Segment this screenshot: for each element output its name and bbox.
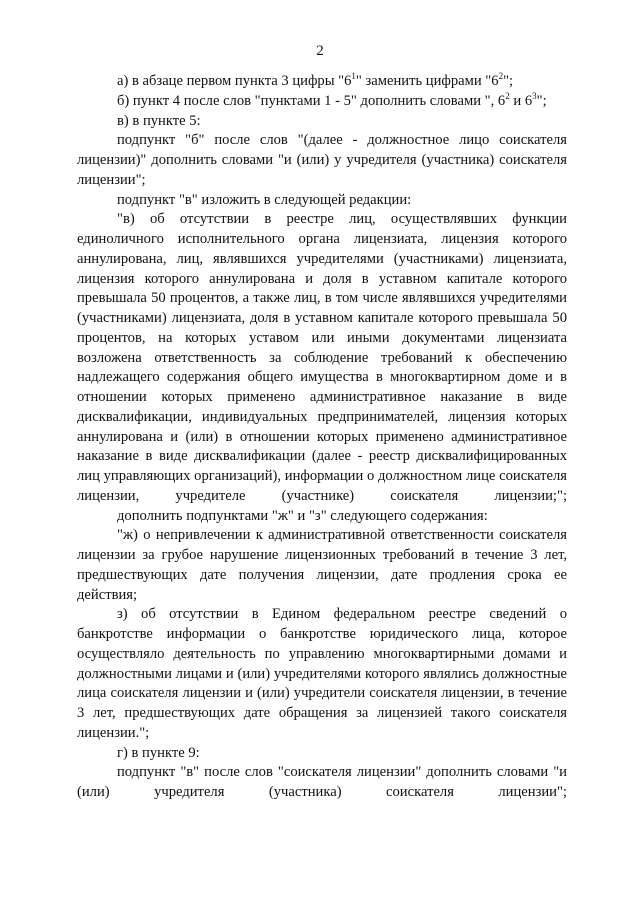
text-run: а) в абзаце первом пункта 3 цифры "6	[117, 73, 352, 89]
paragraph	[77, 526, 567, 605]
text-run: в) в пункте 5:	[117, 112, 201, 129]
paragraph	[77, 191, 567, 211]
paragraph	[77, 744, 567, 764]
document-body	[77, 72, 567, 803]
text-run: б) пункт 4 после слов "пунктами 1 - 5" дополнить словами ", 6	[117, 92, 506, 109]
superscript: 1	[351, 71, 356, 81]
text-run: подпункт "б" после слов "(далее - должностное лицо соискателя лицензии)" дополнить словами "и (или) у учредителя (участника) соискателя лицензии";	[77, 132, 567, 188]
text-run: "в) об отсутствии в реестре лиц, осуществлявших функции единоличного исполнительного органа лицензиата, лицензия которого аннулирована, лиц, являвшихся учредителями (участниками) лицензиата, лицензия которого аннулирована и доля в уставном капитале которого превышала 50 процентов, а также лиц, в том числе являвшихся учредителями (участниками) лицензиата, доля в уставном капитале которого превышала 50 процентов, на которых уставом или иными документами лицензиата возложена ответственность за соблюдение требований к обеспечению надлежащего содержания общего имущества в многоквартирном доме и в отношении которых применено административное наказание в виде дисквалификации, индивидуальных предпринимателей, лицензия которых аннулирована и (или) в отношении которых применено административное наказание в виде дисквалификации (далее - реестр дисквалифицированных лиц управляющих организаций), информации о должностном лице соискателя лицензии, учредителе (участнике) соискателя лицензии;";	[77, 211, 567, 504]
paragraph	[77, 605, 567, 743]
superscript: 2	[498, 71, 504, 81]
text-run: дополнить подпунктами "ж" и "з" следующего содержания:	[117, 507, 488, 524]
text-run: г) в пункте 9:	[117, 744, 200, 761]
text-run: и 6	[509, 92, 533, 109]
paragraph	[77, 507, 567, 527]
text-run: " заменить цифрами "6	[355, 73, 499, 89]
superscript: 2	[505, 90, 510, 101]
text-run: "ж) о непривлечении к административной ответственности соискателя лицензии за грубое нарушение лицензионных требований в течение 3 лет, предшествующих дате получения лицензии, дате продления срока ее действия;	[77, 527, 567, 603]
text-run: подпункт "в" изложить в следующей редакции:	[117, 191, 412, 208]
paragraph	[77, 763, 567, 803]
paragraph	[77, 131, 567, 190]
text-run: подпункт "в" после слов "соискателя лицензии" дополнить словами "и (или) учредителя (участника) соискателя лицензии";	[77, 764, 567, 800]
paragraph	[77, 92, 567, 112]
text-run: з) об отсутствии в Едином федеральном реестре сведений о банкротстве информации о банкротстве юридического лица, которое осуществляло деятельность по управлению многоквартирными домами и должностными лицами и (или) учредителями которого являлись должностные лица соискателя лицензии и (или) учредители соискателя лицензии, в течение 3 лет, предшествующих дате обращения за лицензией такого соискателя лицензии.";	[77, 606, 567, 741]
text-run: ";	[503, 73, 514, 89]
paragraph	[77, 112, 567, 132]
paragraph	[77, 210, 567, 506]
text-run: ";	[536, 92, 547, 109]
page-number: 2	[316, 43, 324, 59]
paragraph	[77, 72, 567, 92]
superscript: 3	[532, 90, 537, 101]
